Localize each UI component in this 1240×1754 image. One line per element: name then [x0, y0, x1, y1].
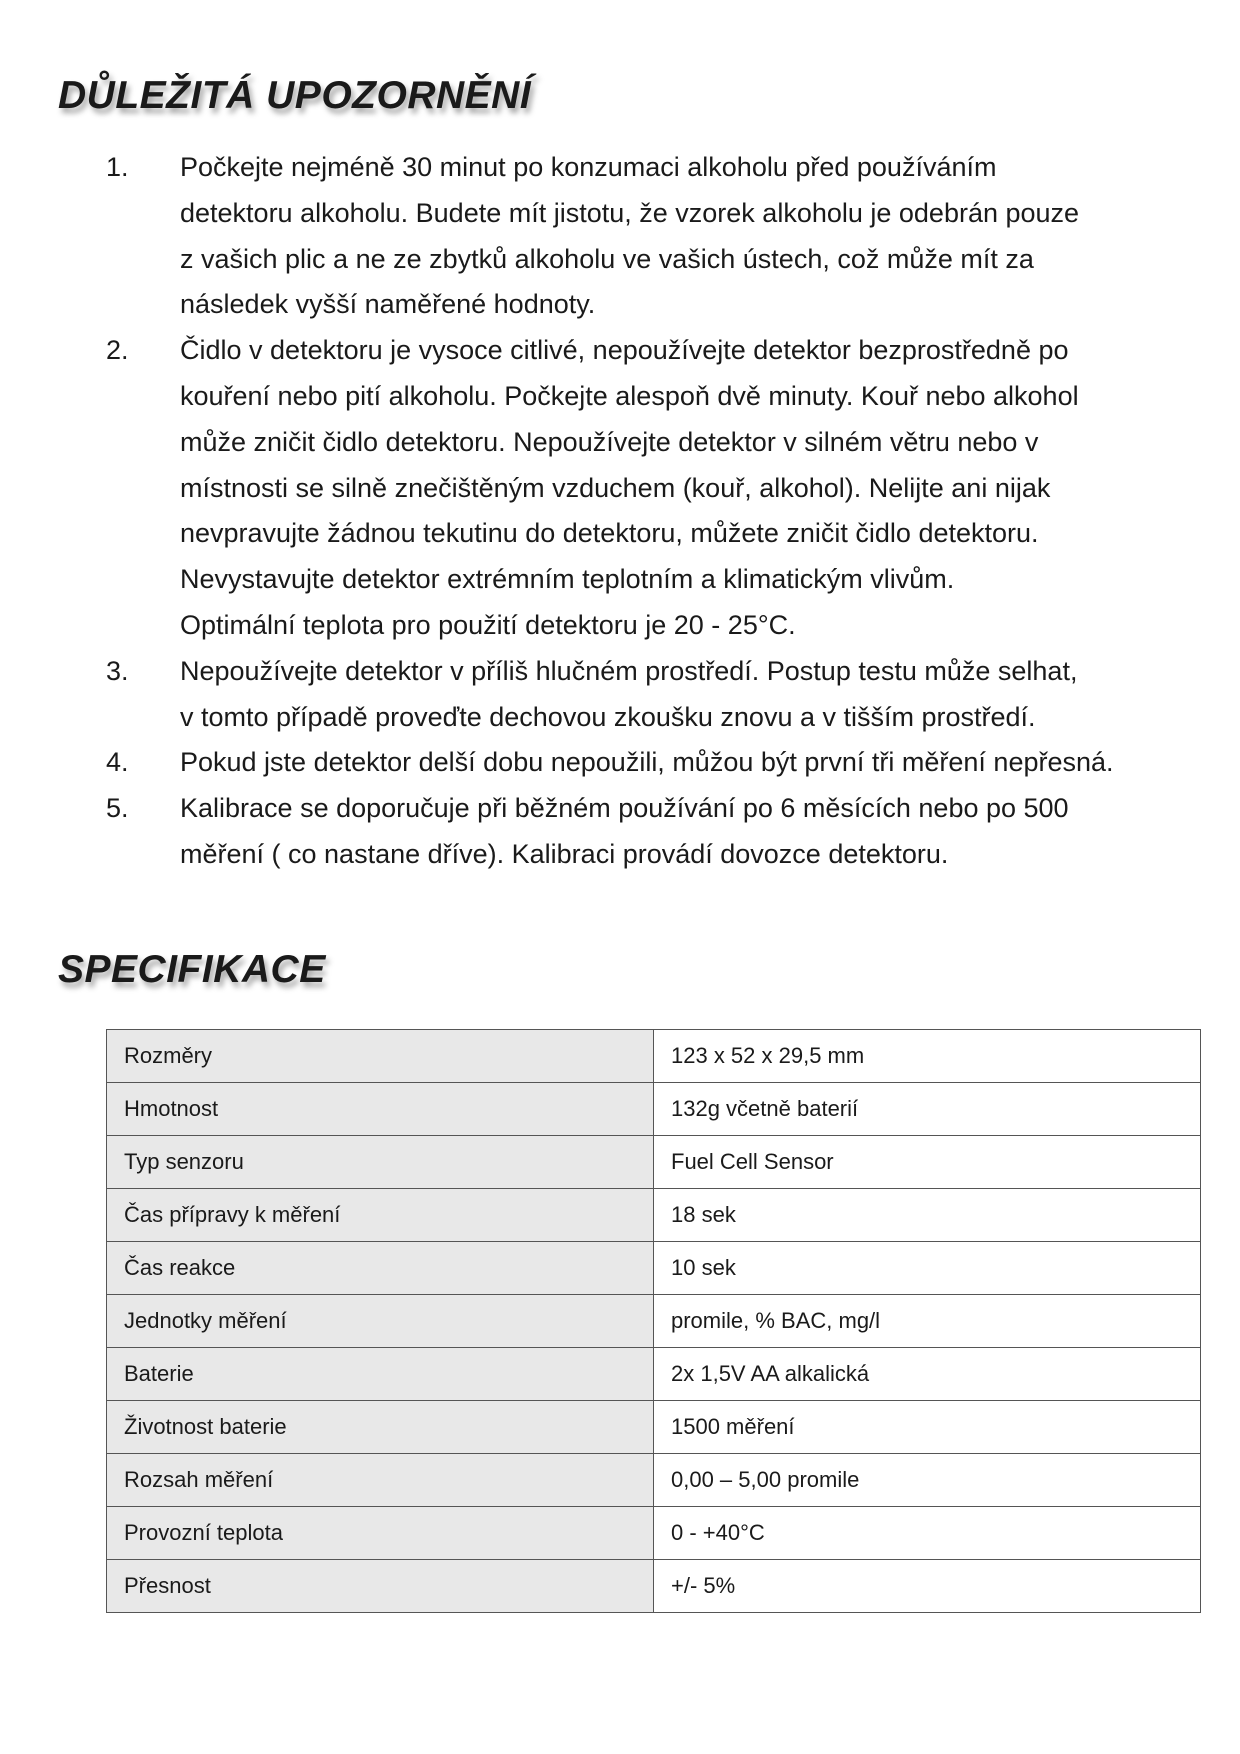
spec-row: [107, 1083, 1201, 1136]
item-text-line: Pokud jste detektor delší dobu nepoužili, můžou být první tři měření nepřesná.: [180, 747, 1114, 778]
warning-item: [0, 328, 1240, 649]
spec-row: [107, 1189, 1201, 1242]
item-text-line: Počkejte nejméně 30 minut po konzumaci alkoholu před používáním: [180, 152, 997, 182]
spec-label: Typ senzoru: [107, 1136, 654, 1189]
spec-row: [107, 1560, 1201, 1613]
spec-row: [107, 1242, 1201, 1295]
warning-item: [0, 786, 1240, 878]
spec-value: 132g včetně baterií: [654, 1083, 1201, 1136]
spec-label: Rozsah měření: [107, 1454, 654, 1507]
spec-value: 1500 měření: [654, 1401, 1201, 1454]
warning-item: [0, 740, 1240, 786]
item-text-line: Kalibrace se doporučuje při běžném používání po 6 měsících nebo po 500: [180, 793, 1069, 824]
item-number: 4.: [106, 747, 129, 778]
spec-row: [107, 1454, 1201, 1507]
item-text-line: Optimální teplota pro použití detektoru je 20 - 25°C.: [180, 609, 796, 640]
warning-item: [0, 145, 1240, 328]
item-text-line: detektoru alkoholu. Budete mít jistotu, že vzorek alkoholu je odebrán pouze: [180, 197, 1080, 228]
spec-label: Provozní teplota: [107, 1507, 654, 1560]
spec-label: Přesnost: [107, 1560, 654, 1613]
item-text-line: může zničit čidlo detektoru. Nepoužívejte detektor v silném větru nebo v: [180, 426, 1039, 457]
item-text-line: měření ( co nastane dříve). Kalibraci provádí dovozce detektoru.: [180, 838, 949, 869]
item-number: 2.: [106, 335, 129, 366]
item-text-line: kouření nebo pití alkoholu. Počkejte alespoň dvě minuty. Kouř nebo alkohol: [180, 380, 1079, 411]
warnings-heading: DŮLEŽITÁ UPOZORNĚNÍ: [58, 74, 532, 117]
spec-value: 10 sek: [654, 1242, 1201, 1295]
spec-label: Hmotnost: [107, 1083, 654, 1136]
item-text-line: v tomto případě proveďte dechovou zkoušku znovu a v tišším prostředí.: [180, 701, 1036, 732]
spec-value: 2x 1,5V AA alkalická: [654, 1348, 1201, 1401]
spec-label: Baterie: [107, 1348, 654, 1401]
spec-label: Rozměry: [107, 1030, 654, 1083]
spec-row: [107, 1348, 1201, 1401]
item-text-line: Čidlo v detektoru je vysoce citlivé, nepoužívejte detektor bezprostředně po: [180, 335, 1069, 366]
spec-value: 18 sek: [654, 1189, 1201, 1242]
item-number: 3.: [106, 655, 129, 686]
spec-row: [107, 1030, 1201, 1083]
spec-value: 0,00 – 5,00 promile: [654, 1454, 1201, 1507]
item-text-line: Nepoužívejte detektor v příliš hlučném prostředí. Postup testu může selhat,: [180, 655, 1078, 686]
item-text-line: následek vyšší naměřené hodnoty.: [180, 289, 596, 320]
spec-row: [107, 1507, 1201, 1560]
item-number: 5.: [106, 793, 129, 824]
spec-label: Životnost baterie: [107, 1401, 654, 1454]
spec-value: Fuel Cell Sensor: [654, 1136, 1201, 1189]
spec-value: 0 - +40°C: [654, 1507, 1201, 1560]
warnings-list: [0, 145, 1240, 878]
spec-value: promile, % BAC, mg/l: [654, 1295, 1201, 1348]
spec-row: [107, 1136, 1201, 1189]
spec-row: [107, 1295, 1201, 1348]
specs-heading: SPECIFIKACE: [58, 948, 326, 991]
warning-item: [0, 649, 1240, 741]
spec-label: Čas reakce: [107, 1242, 654, 1295]
item-number: 1.: [106, 152, 129, 182]
item-text-line: místnosti se silně znečištěným vzduchem (kouř, alkohol). Nelijte ani nijak: [180, 472, 1051, 503]
spec-value: 123 x 52 x 29,5 mm: [654, 1030, 1201, 1083]
spec-label: Jednotky měření: [107, 1295, 654, 1348]
item-text-line: z vašich plic a ne ze zbytků alkoholu ve vašich ústech, což může mít za: [180, 243, 1034, 274]
item-text-line: nevpravujte žádnou tekutinu do detektoru, můžete zničit čidlo detektoru.: [180, 518, 1039, 549]
spec-label: Čas přípravy k měření: [107, 1189, 654, 1242]
spec-row: [107, 1401, 1201, 1454]
item-text-line: Nevystavujte detektor extrémním teplotním a klimatickým vlivům.: [180, 564, 955, 595]
spec-value: +/- 5%: [654, 1560, 1201, 1613]
specs-table: [106, 1029, 1201, 1613]
